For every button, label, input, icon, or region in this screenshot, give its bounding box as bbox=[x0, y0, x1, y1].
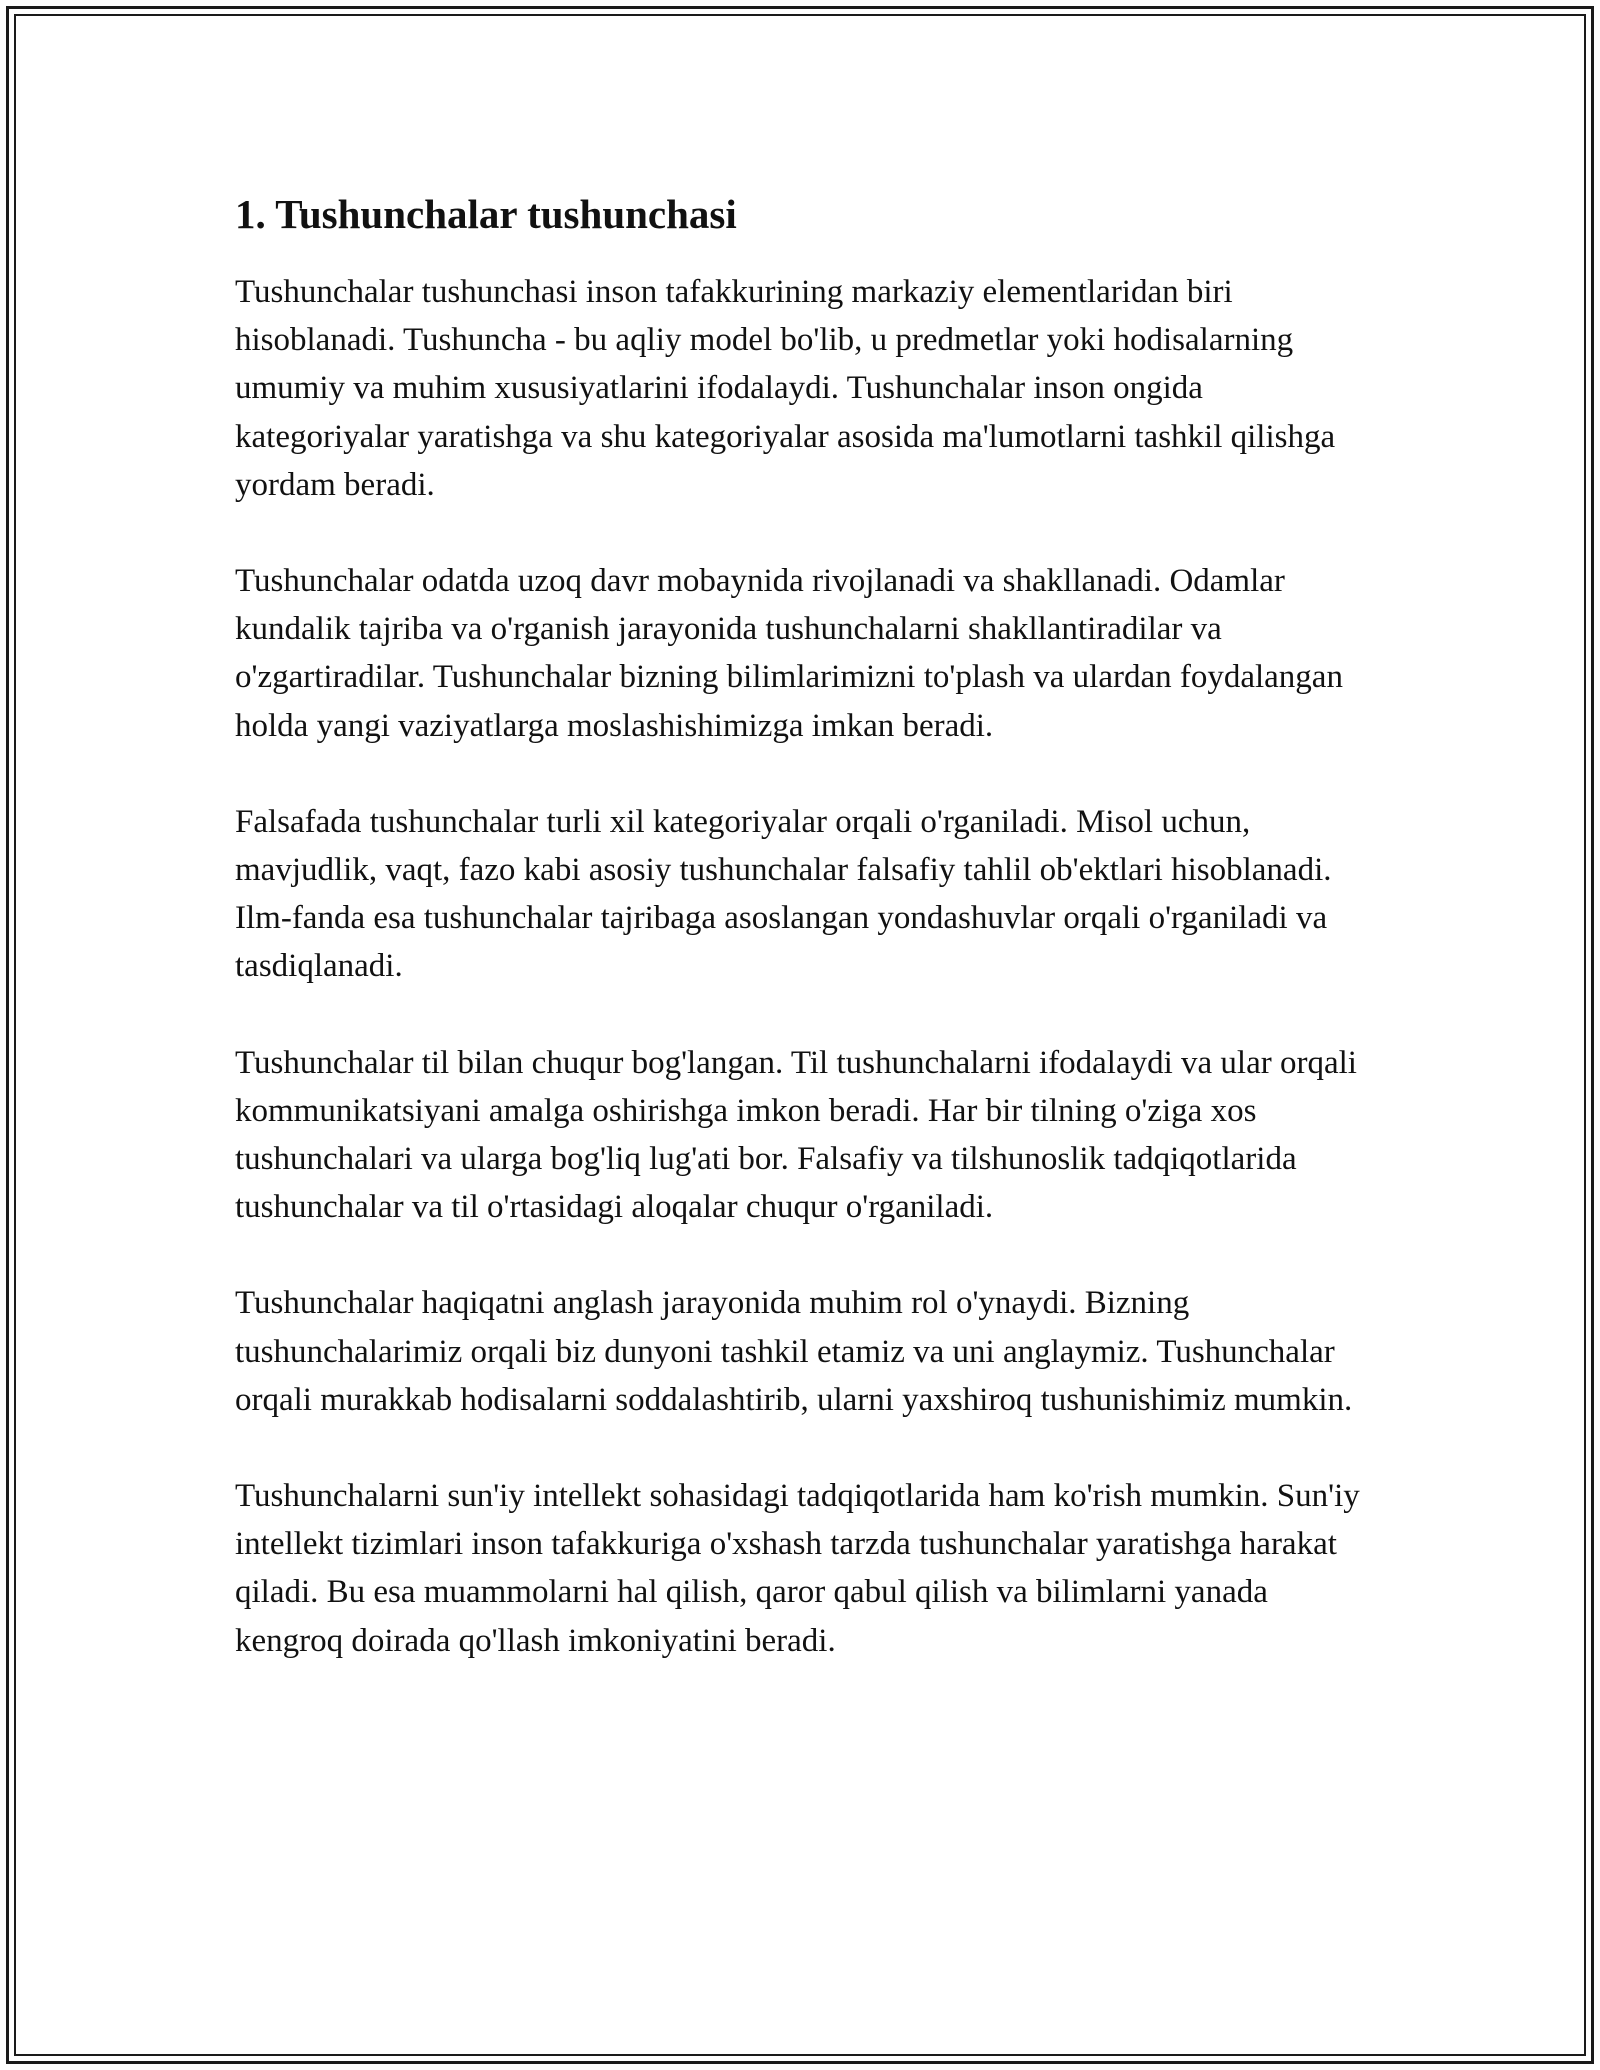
paragraph-1: Tushunchalar tushunchasi inson tafakkurining markaziy elementlaridan biri hisoblanadi. Tushuncha - bu aqliy model bo'lib, u predmetlar yoki hodisalarning umumiy va muhim xususiyatlarini ifodalaydi. Tushunchalar inson ongida kategoriyalar yaratishga va shu kategoriyalar asosida ma'lumotlarni tashkil qilishga yordam beradi. bbox=[235, 274, 1336, 503]
paragraph-6: Tushunchalarni sun'iy intellekt sohasidagi tadqiqotlarida ham ko'rish mumkin. Sun'iy intellekt tizimlari inson tafakkuriga o'xshash tarzda tushunchalar yaratishga harakat qiladi. Bu esa muammolarni hal qilish, qaror qabul qilish va bilimlarni yanada kengroq doirada qo'llash imkoniyatini beradi. bbox=[235, 1478, 1360, 1659]
paragraph-5: Tushunchalar haqiqatni anglash jarayonida muhim rol o'ynaydi. Bizning tushunchalarimiz orqali biz dunyoni tashkil etamiz va uni anglaymiz. Tushunchalar orqali murakkab hodisalarni soddalashtirib, ularni yaxshiroq tushunishimiz mumkin. bbox=[235, 1285, 1353, 1418]
paragraph-3: Falsafada tushunchalar turli xil kategoriyalar orqali o'rganiladi. Misol uchun, mavjudlik, vaqt, fazo kabi asosiy tushunchalar falsafiy tahlil ob'ektlari hisoblanadi. Ilm-fanda esa tushunchalar tajribaga asoslangan yondashuvlar orqali o'rganiladi va tasdiqlanadi. bbox=[235, 803, 1332, 985]
paragraph-2: Tushunchalar odatda uzoq davr mobaynida rivojlanadi va shakllanadi. Odamlar kundalik tajriba va o'rganish jarayonida tushunchalarni shakllantiradilar va o'zgartiradilar. Tushunchalar bizning bilimlarimizni to'plash va ulardan foydalangan holda yangi vaziyatlarga moslashishimizga imkan beradi. bbox=[235, 563, 1343, 744]
document-body bbox=[235, 186, 1375, 1713]
paragraph-4: Tushunchalar til bilan chuqur bog'langan. Til tushunchalarni ifodalaydi va ular orqali kommunikatsiyani amalga oshirishga imkon beradi. Har bir tilning o'ziga xos tushunchalari va ularga bog'liq lug'ati bor. Falsafiy va tilshunoslik tadqiqotlarida tushunchalar va til o'rtasidagi aloqalar chuqur o'rganiladi. bbox=[235, 1044, 1357, 1226]
section-heading: 1. Tushunchalar tushunchasi bbox=[235, 191, 737, 237]
